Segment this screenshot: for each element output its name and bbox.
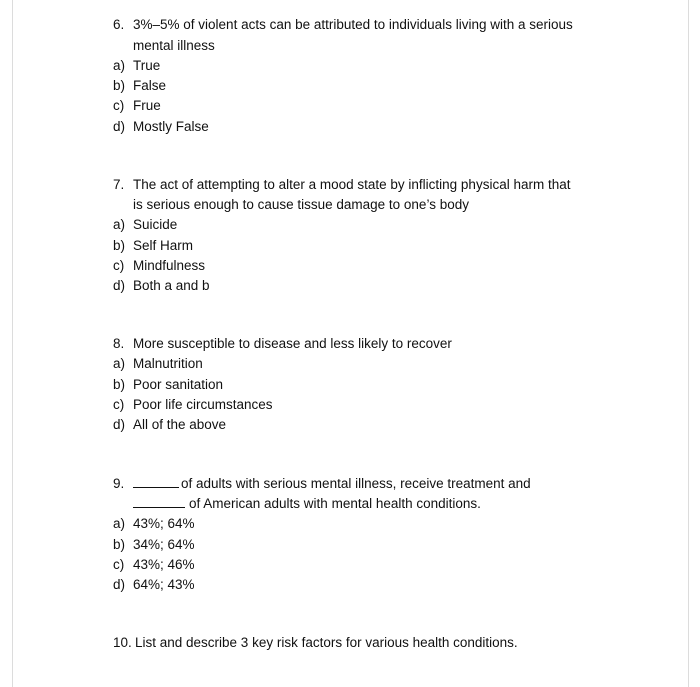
option-text: All of the above: [133, 417, 227, 432]
question-number: 10.: [113, 635, 132, 650]
option-text: True: [133, 58, 161, 73]
option-letter: a): [113, 217, 126, 232]
question-number: 6.: [113, 17, 125, 32]
question-stem-line: The act of attempting to alter a mood state by inflicting physical harm that: [133, 177, 571, 192]
option-text: False: [133, 78, 167, 93]
option-letter: b): [113, 238, 126, 253]
question-number: 9.: [113, 476, 125, 491]
answer-blank-2: [133, 495, 185, 513]
question-number: 7.: [113, 177, 125, 192]
option-text: 34%; 64%: [133, 537, 195, 552]
option-text: Poor life circumstances: [133, 397, 273, 412]
question-stem-line: of American adults with mental health conditions.: [189, 496, 481, 511]
option-letter: d): [113, 577, 126, 592]
option-letter: c): [113, 98, 125, 113]
option-text: Suicide: [133, 217, 178, 232]
question-stem-line: of adults with serious mental illness, receive treatment and: [181, 476, 531, 491]
option-text: Mindfulness: [133, 258, 206, 273]
option-text: Malnutrition: [133, 356, 203, 371]
question-stem-line: 3%–5% of violent acts can be attributed to individuals living with a serious: [133, 17, 573, 32]
option-letter: d): [113, 278, 126, 293]
answer-blank-1: [133, 475, 179, 493]
option-text: Frue: [133, 98, 161, 113]
option-letter: b): [113, 377, 126, 392]
option-letter: a): [113, 356, 126, 371]
question-stem-line: More susceptible to disease and less likely to recover: [133, 336, 452, 351]
option-text: Self Harm: [133, 238, 194, 253]
option-letter: c): [113, 557, 125, 572]
option-letter: a): [113, 58, 126, 73]
option-letter: a): [113, 516, 126, 531]
option-letter: d): [113, 119, 126, 134]
option-text: Poor sanitation: [133, 377, 224, 392]
option-letter: b): [113, 537, 126, 552]
option-text: 43%; 46%: [133, 557, 195, 572]
question-stem-line: List and describe 3 key risk factors for various health conditions.: [135, 635, 518, 650]
page-left-border: [12, 0, 13, 687]
option-text: 64%; 43%: [133, 577, 195, 592]
option-letter: d): [113, 417, 126, 432]
option-text: Both a and b: [133, 278, 210, 293]
question-number: 8.: [113, 336, 125, 351]
option-letter: c): [113, 258, 125, 273]
question-stem-line: is serious enough to cause tissue damage to one’s body: [133, 197, 469, 212]
question-stem-line: mental illness: [133, 38, 215, 53]
page-right-border: [688, 0, 689, 687]
option-text: 43%; 64%: [133, 516, 195, 531]
option-text: Mostly False: [133, 119, 209, 134]
option-letter: c): [113, 397, 125, 412]
option-letter: b): [113, 78, 126, 93]
